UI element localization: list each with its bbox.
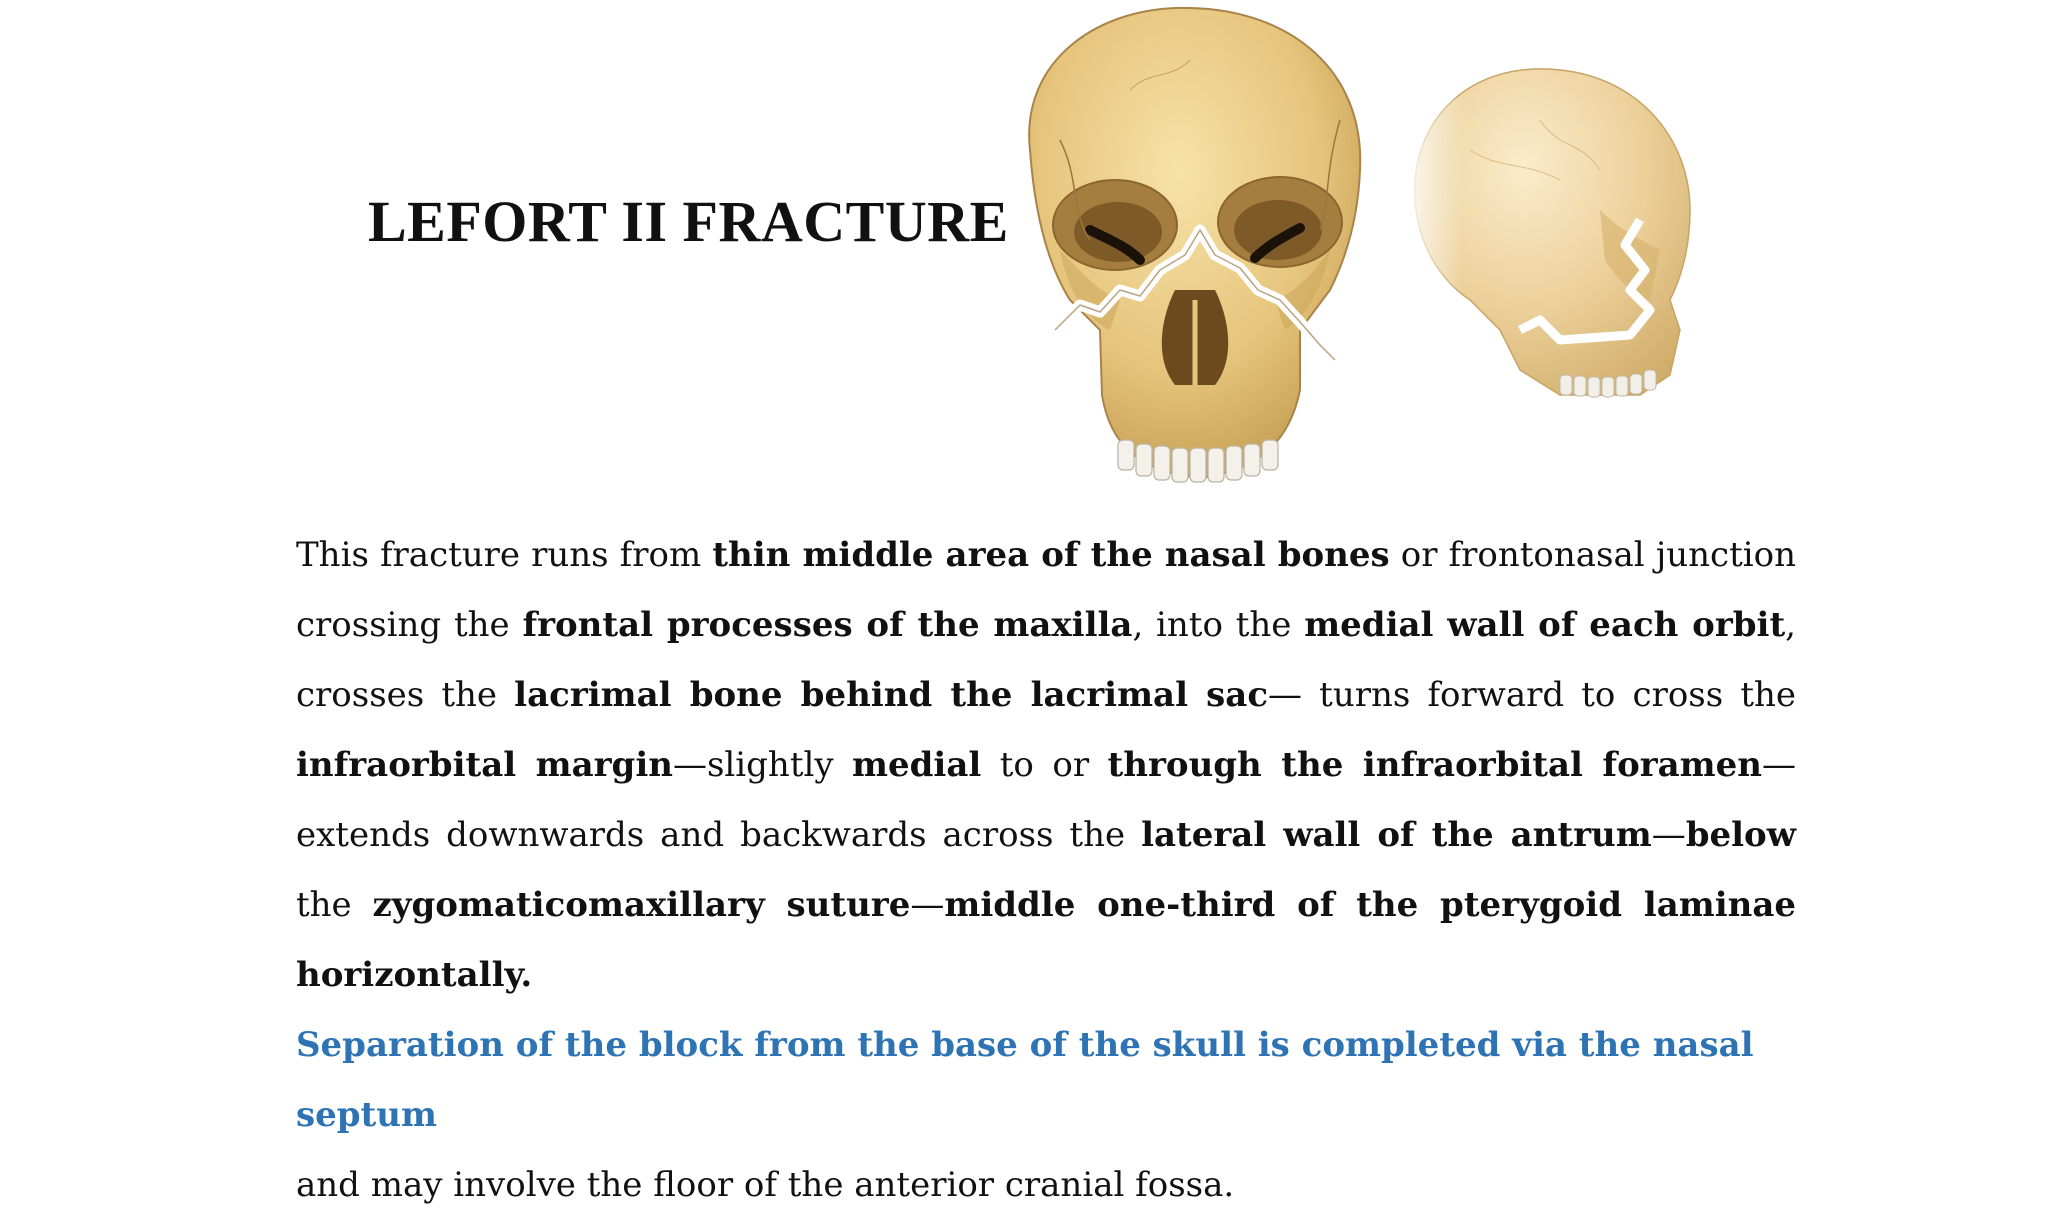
text-run: , into the — [1132, 605, 1305, 645]
bold-phrase: frontal processes of the maxilla — [522, 605, 1133, 645]
text-run: — turns forward to cross the — [1268, 675, 1796, 715]
text-run: This fracture runs from — [296, 535, 713, 575]
bold-phrase: medial wall of each orbit — [1304, 605, 1786, 645]
closing-paragraph — [296, 1010, 1796, 1220]
bold-phrase: middle one-third of the pterygoid laminae horizontally. — [296, 885, 1796, 995]
bold-phrase: lateral wall of the antrum — [1141, 815, 1652, 855]
highlight-sentence: Separation of the block from the base of the skull is completed via the nasal septum — [296, 1025, 1754, 1135]
text-run: — — [910, 885, 945, 925]
description-paragraph — [296, 520, 1796, 1010]
text-run: the — [296, 885, 373, 925]
text-run: —extends downwards and backwards across the — [296, 745, 1797, 855]
skull-front-icon — [1029, 8, 1360, 482]
closing-sentence: and may involve the floor of the anterior cranial fossa. — [296, 1165, 1235, 1205]
skull-lateral-icon — [1400, 50, 1690, 410]
text-run: —slightly — [672, 745, 853, 785]
text-run: to or — [981, 745, 1108, 785]
bold-phrase: below — [1685, 815, 1796, 855]
bold-phrase: medial — [852, 745, 982, 785]
bold-phrase: infraorbital margin — [296, 745, 673, 785]
slide-title: LEFORT II FRACTURE — [368, 189, 1009, 254]
bold-phrase: zygomaticomaxillary suture — [372, 885, 911, 925]
text-run: or frontonasal junction crossing the — [296, 535, 1796, 645]
bold-phrase: lacrimal bone behind the lacrimal sac — [514, 675, 1269, 715]
text-run: , crosses the — [296, 605, 1796, 715]
slide-body — [296, 520, 1796, 1220]
bold-phrase: thin middle area of the nasal bones — [712, 535, 1390, 575]
skull-illustration — [1000, 0, 1720, 500]
text-run: — — [1651, 815, 1686, 855]
bold-phrase: through the infraorbital foramen — [1107, 745, 1763, 785]
